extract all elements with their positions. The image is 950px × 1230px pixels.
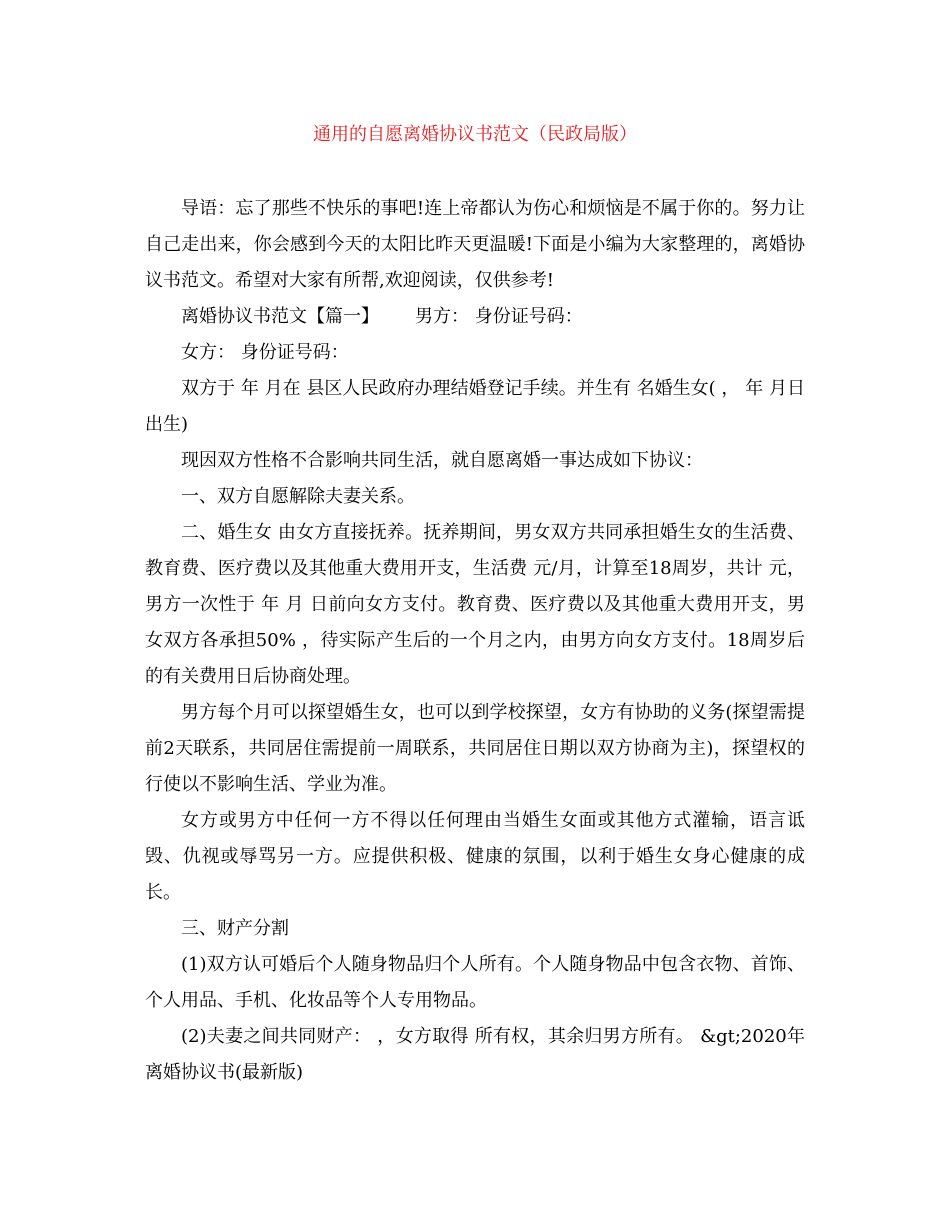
- female-id-line: 女方： 身份证号码：: [181, 342, 349, 363]
- clause-3: 三、财产分割: [181, 918, 289, 939]
- male-id-line: 男方： 身份证号码：: [415, 306, 583, 327]
- visitation-paragraph: 男方每个月可以探望婚生女，也可以到学校探望，女方有协助的义务(探望需提前2天联系，共同居住需提前一周联系，共同居住日期以双方协商为主)，探望权的行使以不影响生活、学业为准。: [145, 702, 805, 795]
- section-heading: 离婚协议书范文【篇一】: [181, 306, 379, 327]
- clause-2: 二、婚生女 由女方直接抚养。抚养期间，男女双方共同承担婚生女的生活费、教育费、医疗费以及其他重大费用开支，生活费 元/月，计算至18周岁，共计 元，男方一次性于 年 月 日前向女方支付。教育费、医疗费以及其他重大费用开支，男女双方各承担50% ，待实际产生后的一个月之内，由男方向女方支付。18周岁后的有关费用日后协商处理。: [145, 522, 805, 687]
- reason-paragraph: 现因双方性格不合影响共同生活，就自愿离婚一事达成如下协议：: [181, 450, 703, 471]
- property-item-2: (2)夫妻之间共同财产： ，女方取得 所有权，其余归男方所有。 &gt;2020年离婚协议书(最新版): [145, 1026, 805, 1083]
- clause-1: 一、双方自愿解除夫妻关系。: [181, 486, 415, 507]
- intro-paragraph: 导语：忘了那些不快乐的事吧!连上帝都认为伤心和烦恼是不属于你的。努力让自己走出来，你会感到今天的太阳比昨天更温暖!下面是小编为大家整理的，离婚协议书范文。希望对大家有所帮,欢迎阅读，仅供参考!: [145, 198, 805, 291]
- document-body: [145, 191, 805, 1091]
- marriage-paragraph: 双方于 年 月在 县区人民政府办理结婚登记手续。并生有 名婚生女( ， 年 月日出生): [145, 378, 805, 435]
- property-item-1: (1)双方认可婚后个人随身物品归个人所有。个人随身物品中包含衣物、首饰、个人用品、手机、化妆品等个人专用物品。: [145, 954, 805, 1011]
- no-abuse-paragraph: 女方或男方中任何一方不得以任何理由当婚生女面或其他方式灌输，语言诋毁、仇视或辱骂另一方。应提供积极、健康的氛围，以利于婚生女身心健康的成长。: [145, 810, 805, 903]
- section-heading-line: [145, 299, 805, 335]
- document-title: 通用的自愿离婚协议书范文（民政局版）: [313, 124, 637, 145]
